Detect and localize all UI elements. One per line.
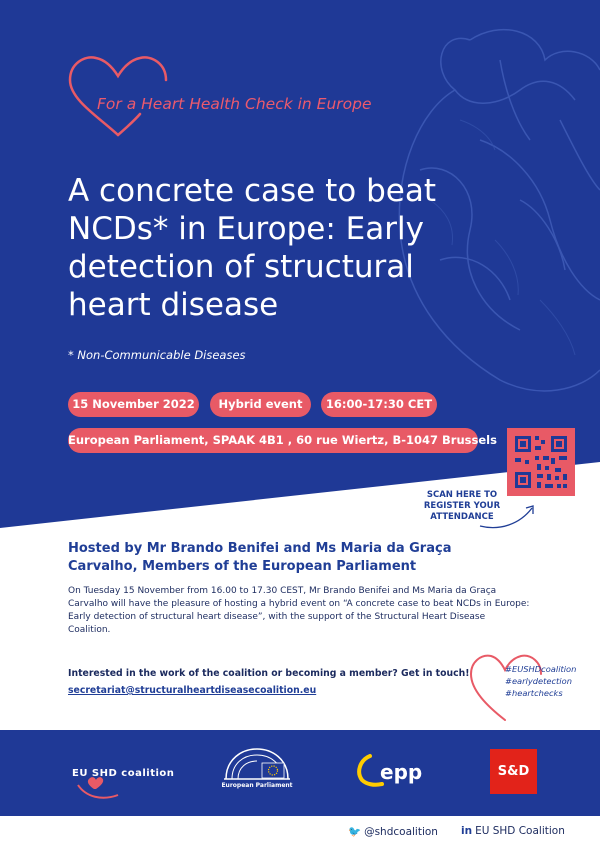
linkedin-handle[interactable] [461, 825, 565, 837]
time-pill: 16:00-17:30 CET [321, 392, 437, 417]
event-title: A concrete case to beat NCDs* in Europe: Early detection of structural heart disease [68, 173, 436, 323]
location-pill: European Parliament, SPAAK 4B1 , 60 rue Wiertz, B-1047 Brussels [68, 428, 478, 453]
qr-code-icon[interactable] [507, 428, 575, 496]
twitter-handle-label: @shdcoalition [364, 826, 438, 838]
hashtag: #EUSHDcoalition [505, 664, 577, 674]
linkedin-icon: in [461, 825, 473, 837]
date-pill: 15 November 2022 [68, 392, 199, 417]
eu-shd-coalition-logo-text: EU SHD coalition [72, 768, 175, 779]
twitter-icon: 🐦 [348, 826, 362, 838]
footnote: * Non-Communicable Diseases [68, 348, 246, 362]
sd-logo-text: S&D [497, 764, 530, 779]
hashtag: #heartchecks [505, 688, 563, 698]
linkedin-handle-label: EU SHD Coalition [475, 825, 565, 837]
email-link[interactable]: secretariat@structuralheartdiseasecoalition.eu [68, 685, 317, 696]
event-description: On Tuesday 15 November from 16.00 to 17.30 CEST, Mr Brando Benifei and Ms Maria da Graça Carvalho will have the pleasure of hosting a hybrid event on “A concrete case to beat NCDs in Europe: Early detection of structural heart disease”, with the support of the Structural Heart Disease Coalition. [68, 586, 530, 635]
tagline: For a Heart Health Check in Europe [97, 95, 372, 113]
hashtag: #earlydetection [505, 676, 572, 686]
european-parliament-logo-text: European Parliament [221, 782, 293, 789]
arrow-icon [470, 496, 540, 536]
hosted-by-heading: Hosted by Mr Brando Benifei and Ms Maria da Graça Carvalho, Members of the European Parliament [68, 541, 452, 574]
epp-logo-text: epp [380, 760, 423, 784]
twitter-handle[interactable] [348, 825, 438, 838]
scan-to-register-label: SCAN HERE TO REGISTER YOUR ATTENDANCE [423, 490, 501, 522]
contact-prompt: Interested in the work of the coalition or becoming a member? Get in touch! [68, 668, 470, 679]
format-pill: Hybrid event [210, 392, 311, 417]
